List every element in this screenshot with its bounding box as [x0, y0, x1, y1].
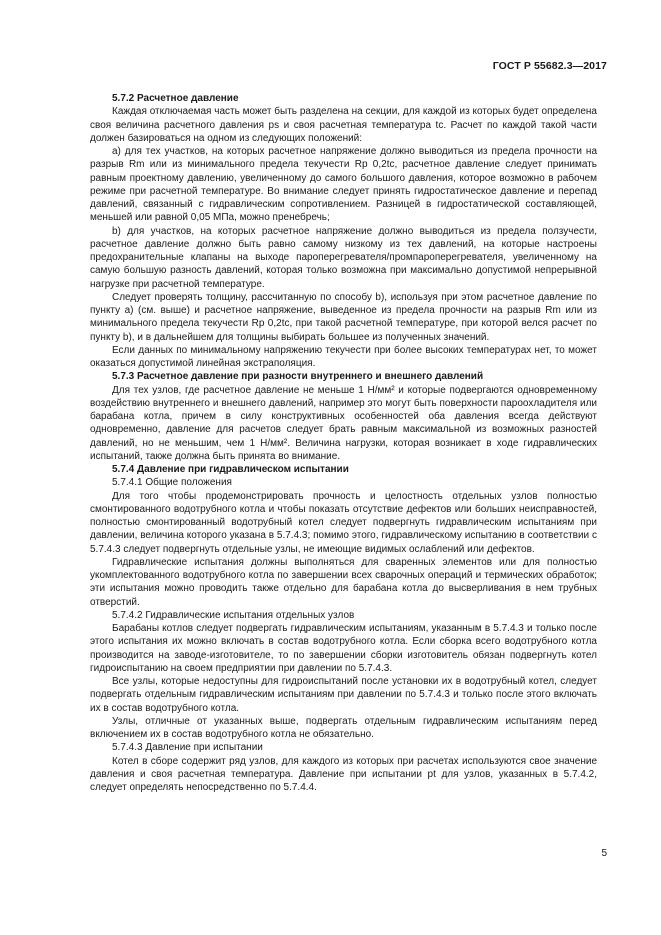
section-heading: 5.7.2 Расчетное давление: [112, 93, 239, 104]
paragraph: Для того чтобы продемонстрировать прочность и целостность отдельных узлов полностью смонтированного водотрубного котла и чтобы показать отсутствие дефектов или больших неисправностей, полностью смонтированный водотрубный котел следует подвергнуть гидравлическим испытаниям при давлении, величина которого указана в 5.7.4.3; помимо этого, гидравлическому испытанию в соответствии с 5.7.4.3 следует подвергнуть отдельные узлы, не имеющие видимых ослаблений или дефектов.: [90, 490, 597, 555]
section-heading: 5.7.4 Давление при гидравлическом испытании: [112, 464, 349, 475]
paragraph: Гидравлические испытания должны выполняться для сваренных элементов или для полностью укомплектованного водотрубного котла по завершении всех сварочных операций и термических обработок; эти испытания можно проводить также отдельно для барабана котла до высверливания в нем трубных отверстий.: [90, 556, 597, 608]
paragraph: Котел в сборе содержит ряд узлов, для каждого из которых при расчетах используются свое значение давления и своя расчетная температура. Давление при испытании pt для узлов, указанных в 5.7.4.2, следует определять непосредственно по 5.7.4.4.: [90, 755, 597, 793]
section-heading: 5.7.3 Расчетное давление при разности внутреннего и внешнего давлений: [112, 371, 484, 383]
paragraph: a) для тех участков, на которых расчетное напряжение должно выводиться из предела прочности на разрыв Rm или из минимального предела текучести Rp 0,2tc, расчетное давление следует принимать равным проектному давлению, увеличенному до самого большого давления, которое возможно в рабочем режиме при расчетной температуре. Во внимание следует принять гидростатическое давление и перепад давлений, связанный с гидравлическим сопротивлением. Разницей в гидростатической составляющей, меньшей или равной 0,05 МПа, можно пренебречь;: [90, 146, 597, 224]
page-number: 5: [601, 848, 607, 859]
paragraph: Каждая отключаемая часть может быть разделена на секции, для каждой из которых будет определена своя величина расчетного давления ps и своя расчетная температура tc. Расчет по каждой такой части должен базироваться на одном из следующих положений:: [90, 106, 597, 144]
paragraph: b) для участков, на которых расчетное напряжение должно выводиться из предела ползучести, расчетное давление должно быть равно самому низкому из тех давлений, на которые настроены предохранительные клапаны на выходе пароперегревателя/промпароперегревателя, увеличенному на самую большую разность давлений, которая только возможна при максимально допустимой непрерывной нагрузке при расчетной температуре.: [90, 225, 597, 290]
subsection-heading: 5.7.4.1 Общие положения: [112, 477, 232, 489]
paragraph: Для тех узлов, где расчетное давление не меньше 1 Н/мм² и которые подвергаются одновременному воздействию внутреннего и внешнего давлений, например это могут быть поверхности пароохладителя или барабана котла, причем в силу конструктивных особенностей оба давления всегда действуют одновременно, давление для расчетов следует брать равным максимальной из возможных разностей давлений, но не меньшим, чем 1 Н/мм². Величина нагрузки, которая возникает в ходе гидравлических испытаний, также должна быть принята во внимание.: [90, 384, 597, 462]
paragraph: Следует проверять толщину, рассчитанную по способу b), используя при этом расчетное давление по пункту a) (см. выше) и расчетное напряжение, выведенное из предела прочности на разрыв Rm или из минимального предела текучести Rp 0,2tc, при такой расчетной температуре, при которой велся расчет по пункту b), и в дальнейшем для толщины выбирать большее из полученных значений.: [90, 291, 597, 343]
paragraph: Барабаны котлов следует подвергать гидравлическим испытаниям, указанным в 5.7.4.3 и только после этого испытания их можно включать в состав водотрубного котла. Если сборка всего водотрубного котла производится на заводе-изготовителе, то по завершении сборки изготовитель обязан подвергнуть котел гидроиспытанию на своем предприятии при давлении по 5.7.4.3.: [90, 623, 597, 674]
paragraph: Если данных по минимальному напряжению текучести при более высоких температурах нет, то может оказаться допустимой линейная экстраполяция.: [90, 344, 597, 369]
subsection-heading: 5.7.4.2 Гидравлические испытания отдельных узлов: [112, 609, 355, 621]
paragraph: Все узлы, которые недоступны для гидроиспытаний после установки их в водотрубный котел, следует подвергать отдельным гидравлическим испытаниям при давлении по 5.7.4.3 и только после этого включать их в состав водотрубного котла.: [90, 676, 597, 714]
standard-number: ГОСТ Р 55682.3—2017: [492, 60, 607, 72]
document-body: [90, 92, 597, 794]
paragraph: Узлы, отличные от указанных выше, подвергать отдельным гидравлическим испытаниям перед включением их в состав водотрубного котла не обязательно.: [90, 715, 597, 740]
subsection-heading: 5.7.4.3 Давление при испытании: [112, 742, 263, 754]
